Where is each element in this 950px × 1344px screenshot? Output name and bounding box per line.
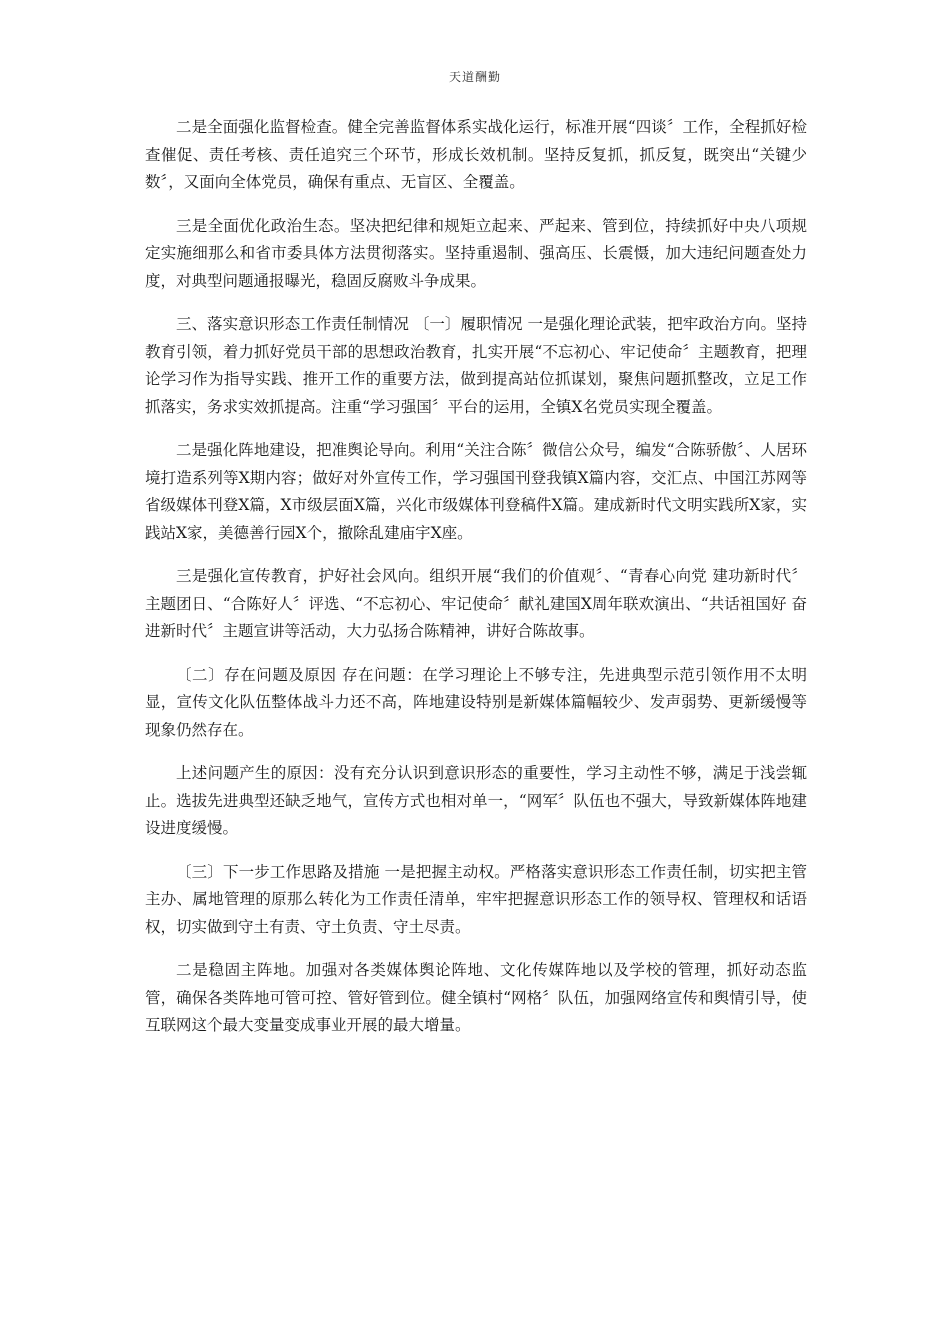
paragraph-position-building: 二是强化阵地建设，把准舆论导向。利用“关注合陈〞微信公众号，编发“合陈骄傲〞、人居环境打造系列等X期内容；做好对外宣传工作，学习强国刊登我镇X篇内容，交汇点、中国江苏网等省级媒体刊登X篇，X市级层面X篇，兴化市级媒体刊登稿件X篇。建成新时代文明实践所X家，实践站X家，美德善行园X个，撤除乱建庙宇X座。 [145, 441, 807, 542]
paragraph-existing-problems: 〔二〕存在问题及原因 存在问题：在学习理论上不够专注，先进典型示范引领作用不太明显，宣传文化队伍整体战斗力还不高，阵地建设特别是新媒体篇幅较少、发声弱势、更新缓慢等现象仍然存在。 [145, 665, 807, 739]
document-body [145, 114, 807, 1056]
paragraph-ideology-responsibility: 三、落实意识形态工作责任制情况 〔一〕履职情况 一是强化理论武装，把牢政治方向。坚持教育引领，着力抓好党员干部的思想政治教育，扎实开展“不忘初心、牢记使命〞主题教育，把理论学习作为指导实践、推开工作的重要方法，做到提高站位抓谋划，聚焦问题抓整改，立足工作抓落实，务求实效抓提高。注重“学习强国〞平台的运用，全镇X名党员实现全覆盖。 [145, 315, 807, 416]
paragraph-next-steps: 〔三〕下一步工作思路及措施 一是把握主动权。严格落实意识形态工作责任制，切实把主管主办、属地管理的原那么转化为工作责任清单，牢牢把握意识形态工作的领导权、管理权和话语权，切实做到守土有责、守土负责、守土尽责。 [145, 862, 807, 936]
paragraph-main-position: 二是稳固主阵地。加强对各类媒体舆论阵地、文化传媒阵地以及学校的管理，抓好动态监管，确保各类阵地可管可控、管好管到位。健全镇村“网格〞队伍，加强网络宣传和舆情引导，使互联网这个最大变量变成事业开展的最大增量。 [145, 961, 807, 1034]
paragraph-problem-causes: 上述问题产生的原因：没有充分认识到意识形态的重要性，学习主动性不够，满足于浅尝辄止。选拔先进典型还缺乏地气，宣传方式也相对单一，“网军〞队伍也不强大，导致新媒体阵地建设进度缓慢。 [145, 764, 807, 837]
page-header: 天道酬勤 [448, 70, 501, 84]
paragraph-publicity-education: 三是强化宣传教育，护好社会风向。组织开展“我们的价值观〞、“青春心向党 建功新时代〞主题团日、“合陈好人〞评选、“不忘初心、牢记使命〞献礼建国X周年联欢演出、“共话祖国好 奋进新时代〞主题宣讲等活动，大力弘扬合陈精神，讲好合陈故事。 [145, 567, 807, 640]
paragraph-supervision: 二是全面强化监督检查。健全完善监督体系实战化运行，标准开展“四谈〞工作，全程抓好检查催促、责任考核、责任追究三个环节，形成长效机制。坚持反复抓，抓反复，既突出“关键少数〞，又面向全体党员，确保有重点、无盲区、全覆盖。 [145, 118, 807, 191]
paragraph-political-ecology: 三是全面优化政治生态。坚决把纪律和规矩立起来、严起来、管到位，持续抓好中央八项规定实施细那么和省市委具体方法贯彻落实。坚持重遏制、强高压、长震慑，加大违纪问题查处力度，对典型问题通报曝光，稳固反腐败斗争成果。 [145, 216, 807, 290]
